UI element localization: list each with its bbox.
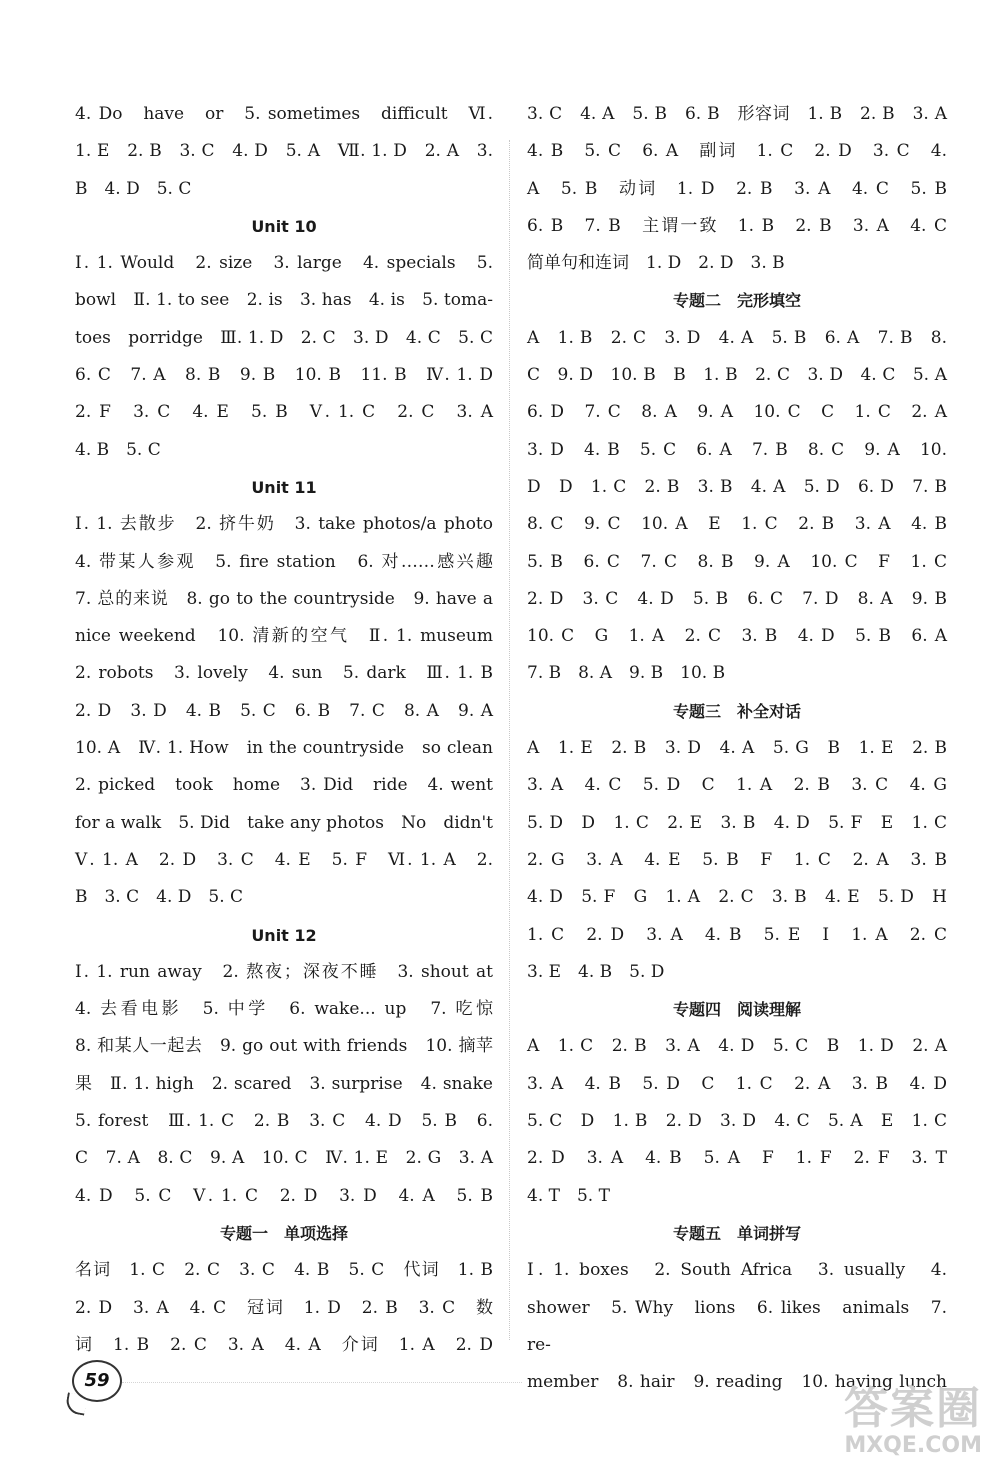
watermark-logo: 答案圈 — [844, 1383, 982, 1434]
answer-line: A 1. B 2. C 3. D 4. A 5. B 6. A 7. B 8. — [527, 327, 947, 348]
answer-line: Ⅰ. 1. boxes 2. South Africa 3. usually 4. — [527, 1260, 947, 1281]
answer-line: 2. D 3. C 4. D 5. B 6. C 7. D 8. A 9. B — [527, 588, 947, 609]
answer-line: nice weekend 10. 清新的空气 Ⅱ. 1. museum — [75, 626, 493, 647]
footer-rule — [122, 1382, 522, 1383]
answer-line: 5. D D 1. C 2. E 3. B 4. D 5. F E 1. C — [527, 812, 947, 833]
answer-line: A 1. E 2. B 3. D 4. A 5. G B 1. E 2. B — [527, 738, 947, 759]
section-heading: Unit 11 — [251, 477, 317, 497]
answer-line: 3. D 4. B 5. C 6. A 7. B 8. C 9. A 10. — [527, 439, 947, 460]
answer-line: Ⅰ. 1. 去散步 2. 挤牛奶 3. take photos/a photo — [75, 514, 493, 535]
answer-line: 8. C 9. C 10. A E 1. C 2. B 3. A 4. B — [527, 514, 947, 535]
section-heading: Unit 12 — [251, 925, 317, 945]
answer-line: 4. D 5. F G 1. A 2. C 3. B 4. E 5. D H — [527, 887, 947, 908]
answer-line: 6. B 7. B 主谓一致 1. B 2. B 3. A 4. C — [527, 215, 947, 236]
answer-line: 5. C D 1. B 2. D 3. D 4. C 5. A E 1. C — [527, 1111, 947, 1132]
answer-line: 5. B 6. C 7. C 8. B 9. A 10. C F 1. C — [527, 551, 947, 572]
answer-line: 名词 1. C 2. C 3. C 4. B 5. C 代词 1. B — [75, 1260, 493, 1281]
answer-line: 10. A Ⅳ. 1. How in the countryside so clean — [75, 738, 493, 759]
answer-line: 6. C 7. A 8. B 9. B 10. B 11. B Ⅳ. 1. D — [75, 365, 493, 386]
answer-line: 2. robots 3. lovely 4. sun 5. dark Ⅲ. 1. B — [75, 663, 493, 684]
answer-line: 2. F 3. C 4. E 5. B Ⅴ. 1. C 2. C 3. A — [75, 402, 493, 423]
answer-line: 7. B 8. A 9. B 10. B — [527, 663, 726, 684]
answer-line: for a walk 5. Did take any photos No didn't — [75, 812, 493, 833]
magnifier-handle-icon — [64, 1392, 87, 1415]
answer-line: 6. D 7. C 8. A 9. A 10. C C 1. C 2. A — [527, 402, 947, 423]
section-heading: 专题三 补全对话 — [672, 701, 801, 721]
answer-line: 1. C 2. D 3. A 4. B 5. E I 1. A 2. C — [527, 924, 947, 945]
answer-line: 3. A 4. C 5. D C 1. A 2. B 3. C 4. G — [527, 775, 947, 796]
answer-line: 4. T 5. T — [527, 1185, 610, 1206]
right-column — [527, 96, 947, 1401]
left-column — [75, 96, 493, 1364]
answer-line: 2. D 3. D 4. B 5. C 6. B 7. C 8. A 9. A — [75, 700, 493, 721]
answer-line: member 8. hair 9. reading 10. having lunch — [527, 1372, 947, 1393]
section-heading: Unit 10 — [251, 216, 317, 236]
answer-line: 2. G 3. A 4. E 5. B F 1. C 2. A 3. B — [527, 849, 947, 870]
answer-line: 1. E 2. B 3. C 4. D 5. A Ⅶ. 1. D 2. A 3. — [75, 141, 493, 162]
answer-line: toes porridge Ⅲ. 1. D 2. C 3. D 4. C 5. C — [75, 327, 493, 348]
answer-line: C 9. D 10. B B 1. B 2. C 3. D 4. C 5. A — [527, 365, 947, 386]
section-heading: 专题五 单词拼写 — [672, 1223, 801, 1243]
answer-line: 3. C 4. A 5. B 6. B 形容词 1. B 2. B 3. A — [527, 104, 947, 124]
answer-line: 3. A 4. B 5. D C 1. C 2. A 3. B 4. D — [527, 1073, 947, 1094]
answer-line: 4. B 5. C — [75, 439, 161, 460]
answer-line: B 4. D 5. C — [75, 178, 192, 199]
answer-line: C 7. A 8. C 9. A 10. C Ⅳ. 1. E 2. G 3. A — [75, 1148, 493, 1169]
answer-line: A 5. B 动词 1. D 2. B 3. A 4. C 5. B — [527, 178, 947, 199]
page-number: 59 — [72, 1360, 122, 1402]
answer-line: bowl Ⅱ. 1. to see 2. is 3. has 4. is 5. toma- — [75, 290, 493, 311]
answer-line: 2. D 3. A 4. C 冠词 1. D 2. B 3. C 数 — [75, 1297, 493, 1318]
section-heading: 专题一 单项选择 — [219, 1223, 348, 1243]
section-heading: 专题四 阅读理解 — [672, 1000, 801, 1020]
column-divider — [509, 140, 510, 1340]
answer-line: 2. picked took home 3. Did ride 4. went — [75, 775, 493, 796]
answer-line: 10. C G 1. A 2. C 3. B 4. D 5. B 6. A — [527, 626, 947, 647]
answer-line: 8. 和某人一起去 9. go out with friends 10. 摘苹 — [75, 1036, 493, 1057]
answer-line: Ⅴ. 1. A 2. D 3. C 4. E 5. F Ⅵ. 1. A 2. — [75, 849, 493, 870]
answer-line: 词 1. B 2. C 3. A 4. A 介词 1. A 2. D — [75, 1334, 493, 1355]
answer-line: 4. Do have or 5. sometimes difficult Ⅵ. — [75, 104, 493, 124]
answer-line: 4. D 5. C Ⅴ. 1. C 2. D 3. D 4. A 5. B — [75, 1185, 493, 1206]
watermark-url: MXQE.COM — [844, 1433, 982, 1458]
answer-line: Ⅰ. 1. run away 2. 熬夜；深夜不睡 3. shout at — [75, 961, 493, 982]
watermark — [782, 1385, 982, 1465]
answer-line: Ⅰ. 1. Would 2. size 3. large 4. specials 5. — [75, 253, 493, 274]
answer-line: A 1. C 2. B 3. A 4. D 5. C B 1. D 2. A — [527, 1036, 947, 1057]
answer-line: 4. B 5. C 6. A 副词 1. C 2. D 3. C 4. — [527, 141, 947, 162]
answer-line: 7. 总的来说 8. go to the countryside 9. have a — [75, 588, 493, 609]
answer-line: 3. E 4. B 5. D — [527, 961, 665, 982]
answer-line: 2. D 3. A 4. B 5. A F 1. F 2. F 3. T — [527, 1148, 947, 1169]
answer-line: 4. 带某人参观 5. fire station 6. 对……感兴趣 — [75, 551, 493, 572]
answer-line: D D 1. C 2. B 3. B 4. A 5. D 6. D 7. B — [527, 476, 947, 497]
answer-line: 果 Ⅱ. 1. high 2. scared 3. surprise 4. snake — [75, 1073, 493, 1094]
answer-line: B 3. C 4. D 5. C — [75, 887, 244, 908]
answer-line: shower 5. Why lions 6. likes animals 7. re- — [527, 1297, 947, 1355]
answer-line: 4. 去看电影 5. 中学 6. wake... up 7. 吃惊 — [75, 999, 493, 1020]
section-heading: 专题二 完形填空 — [672, 291, 801, 311]
answer-line: 5. forest Ⅲ. 1. C 2. B 3. C 4. D 5. B 6. — [75, 1111, 493, 1132]
answer-line: 简单句和连词 1. D 2. D 3. B — [527, 253, 785, 274]
